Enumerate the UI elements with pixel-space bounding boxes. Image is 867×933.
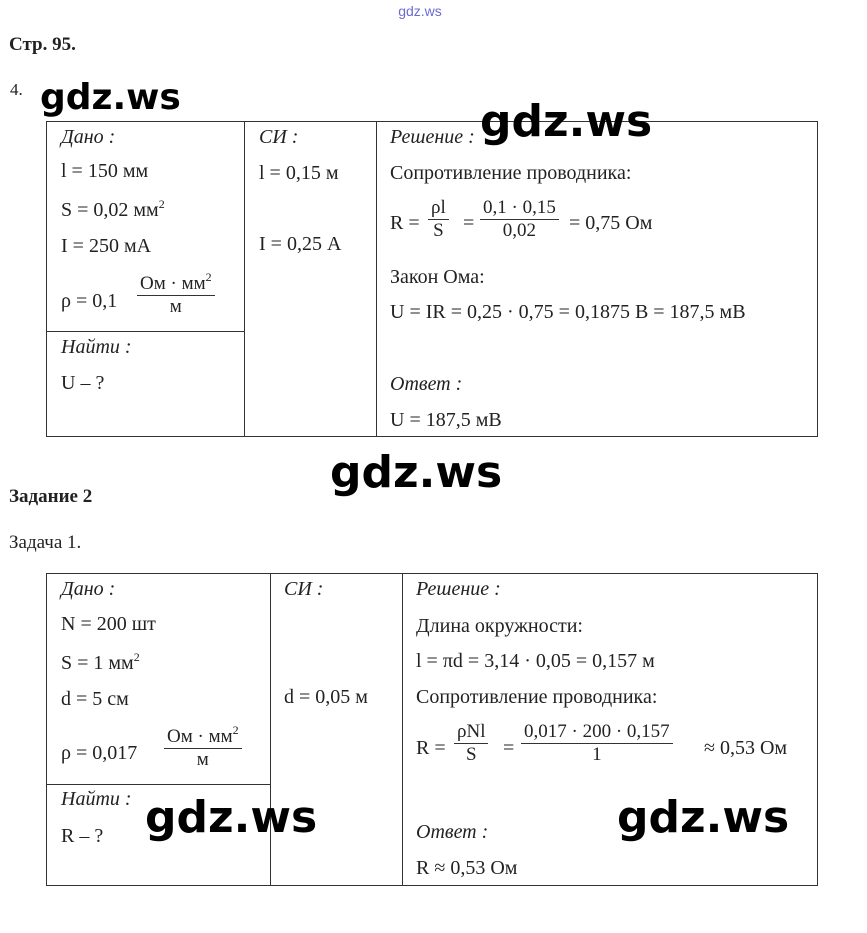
solution-header: Решение : — [416, 578, 501, 600]
formula-rho-l-over-s: $\frac{\rho l}{S}$ — [428, 197, 449, 242]
si-length: l = 0,15 м — [259, 162, 339, 184]
resistivity-unit-fraction: Ом · $мм^2$ м — [164, 726, 242, 771]
watermark: gdz.ws — [145, 792, 318, 843]
given-area: S = 1 $мм^2$ — [61, 650, 140, 674]
problem-number: 4. — [10, 80, 23, 99]
given-header: Дано : — [61, 126, 116, 148]
formula-rho-n-l-over-s: ρNl S — [454, 721, 488, 766]
resistivity-unit-fraction: Ом · $мм^2$ м — [137, 273, 215, 318]
watermark: gdz.ws — [40, 77, 181, 118]
formula-r-result: ≈ 0,53 Ом — [704, 737, 788, 759]
answer-value: U = 187,5 мВ — [390, 409, 502, 431]
task-heading: Задание 2 — [9, 486, 93, 507]
given-length: l = 150 мм — [61, 160, 149, 182]
si-header: СИ : — [259, 126, 299, 148]
ohm-law-caption: Закон Ома: — [390, 266, 485, 288]
watermark: gdz.ws — [617, 792, 790, 843]
answer-header: Ответ : — [416, 821, 489, 843]
solution-resistance-caption: Сопротивление проводника: — [416, 686, 658, 708]
formula-r-result: = 0,75 Ом — [569, 212, 653, 234]
find-header: Найти : — [61, 336, 132, 358]
voltage-calculation: U = IR = 0,25 · 0,75 = 0,1875 В = 187,5 мВ — [390, 301, 746, 323]
given-diameter: d = 5 см — [61, 688, 129, 710]
formula-numeric-fraction: $\frac{0,1 \cdot 0,15}{0,02}$ — [480, 197, 559, 242]
formula-equals: = — [503, 737, 515, 759]
si-diameter: d = 0,05 м — [284, 686, 368, 708]
circumference-calculation: l = πd = 3,14 · 0,05 = 0,157 м — [416, 650, 655, 672]
given-count: N = 200 шт — [61, 613, 156, 635]
watermark: gdz.ws — [480, 96, 653, 147]
circumference-caption: Длина окружности: — [416, 615, 583, 637]
given-resistivity: ρ = 0,017 — [61, 742, 138, 764]
task-subheading: Задача 1. — [9, 532, 82, 553]
find-unknown: U – ? — [61, 372, 105, 394]
given-resistivity: ρ = 0,1 — [61, 290, 118, 312]
watermark: gdz.ws — [330, 447, 503, 498]
given-header: Дано : — [61, 578, 116, 600]
problem1-table — [46, 121, 818, 437]
answer-value: R ≈ 0,53 Ом — [416, 857, 518, 879]
find-unknown: R – ? — [61, 825, 104, 847]
solution-header: Решение : — [390, 126, 475, 148]
given-current: I = 250 мА — [61, 235, 152, 257]
answer-header: Ответ : — [390, 373, 463, 395]
given-area: S = 0,02 $мм^2$ — [61, 197, 165, 221]
top-watermark: gdz.ws — [398, 3, 442, 19]
formula-r-prefix: R = — [416, 737, 446, 759]
solution-resistance-caption: Сопротивление проводника: — [390, 162, 632, 184]
si-header: СИ : — [284, 578, 324, 600]
si-current: I = 0,25 А — [259, 233, 342, 255]
page-reference: Стр. 95. — [9, 34, 76, 55]
formula-r-prefix: R = — [390, 212, 420, 234]
find-header: Найти : — [61, 788, 132, 810]
formula-equals: = — [463, 212, 475, 234]
formula-numeric-fraction: $\frac{0,017 \cdot 200 \cdot 0,157}{1}$ — [521, 721, 673, 766]
